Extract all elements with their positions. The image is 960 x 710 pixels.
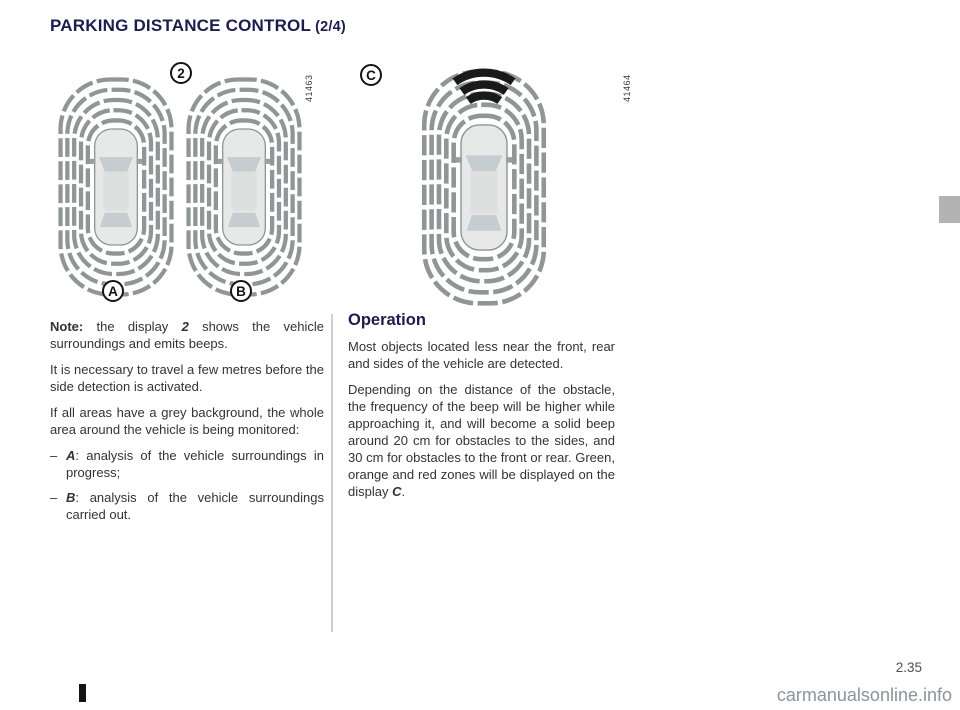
watermark-text: carmanualsonline.info [776,685,952,705]
variable-letter-c: C [392,484,402,499]
page-title [50,16,346,36]
list-dash: – [50,490,58,505]
figure-display-c [360,60,650,315]
figure-ref-number: 41464 [622,74,632,102]
list-dash: – [50,448,58,463]
page-title-part: (2/4) [315,19,346,35]
figure-ref-number: 41463 [304,74,314,102]
variable-letter-b: B [66,490,76,505]
note-paragraph [50,318,324,352]
callout-2-icon: 2 [170,62,192,84]
print-registration-mark [79,684,86,702]
page-title-text: PARKING DISTANCE CONTROL [50,16,312,35]
left-text-column [50,318,324,531]
callout-a-icon: A [102,280,124,302]
section-edge-tab [939,196,960,223]
operation-p2-text: Depending on the distance of the obstacle, the frequency of the beep will be higher while approaching it, and will become a solid beep around 20 cm for obstacles to the sides, and 30 cm for obstacles to the front or rear. Green, orange and red zones will be displayed on the display [348,382,615,499]
list-item-a-body: : analysis of the vehicle surroundings in progress; [66,448,324,480]
page-number: 2.35 [895,660,922,675]
car-top-view-b [180,76,308,298]
callout-c-icon: C [360,64,382,86]
list-item-b [50,489,324,523]
list-item-text [66,447,324,481]
car-top-view-c [415,68,553,307]
figure-display-a-b [52,60,314,310]
note-display-number: 2 [181,319,189,334]
operation-heading: Operation [348,311,426,329]
right-text-column [348,312,615,509]
note-text-2: shows the vehicle surroundings and emits beeps. [50,319,324,351]
list-item-a [50,447,324,481]
list-item-text [66,489,324,523]
paragraph-grey-background: If all areas have a grey background, the whole area around the vehicle is being monitored: [50,405,324,437]
note-text-1: the display [83,319,182,334]
operation-p2-end: . [401,484,406,499]
note-label: Note: [50,319,84,334]
column-divider [331,314,333,632]
list-item-b-body: : analysis of the vehicle surroundings carried out. [66,490,324,522]
operation-paragraph-1: Most objects located less near the front, rear and sides of the vehicle are detected. [348,339,615,371]
operation-paragraph-2 [348,381,615,500]
variable-letter-a: A [66,448,76,463]
car-top-view-a [52,76,180,298]
callout-b-icon: B [230,280,252,302]
paragraph-side-detection: It is necessary to travel a few metres before the side detection is activated. [50,362,324,394]
